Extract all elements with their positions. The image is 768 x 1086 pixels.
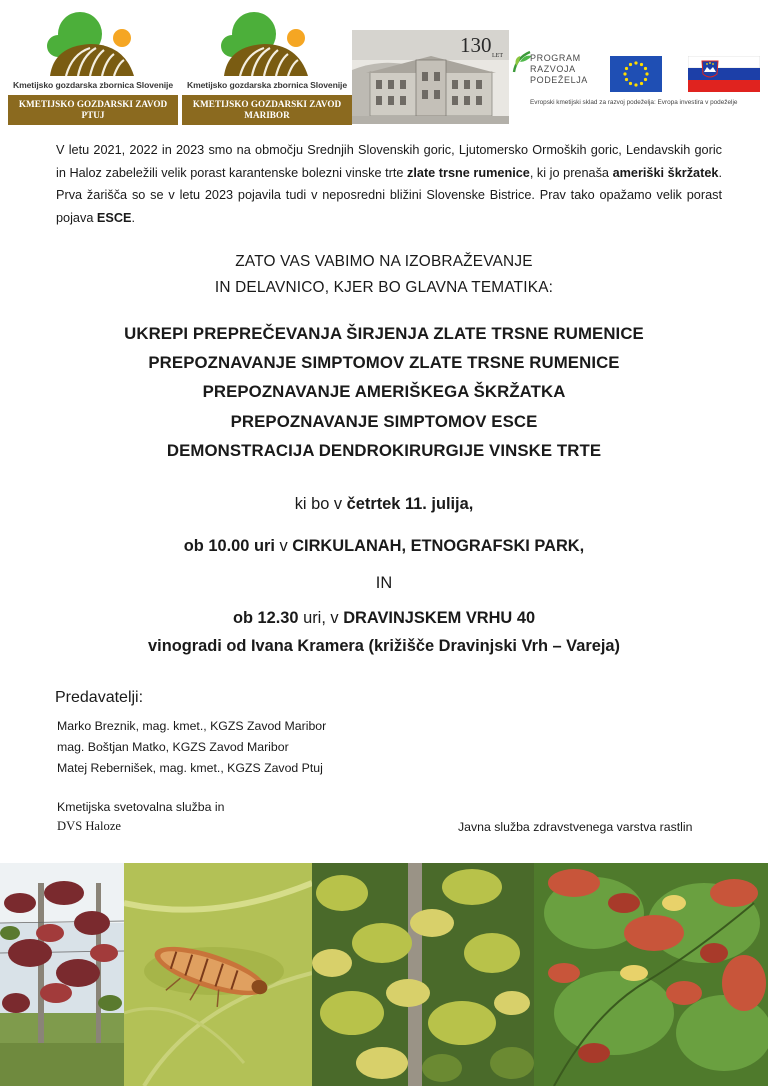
topic-item: PREPOZNAVANJE AMERIŠKEGA ŠKRŽATKA: [202, 382, 566, 402]
zavod-maribor-bar: [182, 95, 352, 125]
event-time-2-mid: uri, v: [298, 609, 344, 627]
lecturer-item: Marko Breznik, mag. kmet., KGZS Zavod Maribor: [57, 719, 327, 733]
zavod-line1: KMETIJSKO GOZDARSKI ZAVOD: [192, 99, 342, 109]
intro-text-3: . Prva žarišča so se v letu 2023 pojavila tudi v neposredni bližini Slovenske Bistrice. Prav tako opažamo velik porast pojava: [56, 165, 722, 225]
event-time-1-mid: v: [274, 537, 293, 555]
lecturer-item: Matej Rebernišek, mag. kmet., KGZS Zavod Ptuj: [57, 761, 323, 775]
kgzs-maribor-logo: [182, 8, 352, 126]
intro-bold-esca: ESCE: [96, 210, 132, 225]
intro-text-4: .: [131, 210, 136, 225]
zavod-line1: KMETIJSKO GOZDARSKI ZAVOD: [18, 99, 168, 109]
kss-organizer: [57, 798, 224, 836]
zavod-ptuj-bar: [8, 95, 178, 125]
eu-flag-icon: [610, 56, 662, 92]
zavod-line2: MARIBOR: [244, 110, 290, 120]
kgzs-logo-icon: [212, 10, 322, 80]
event-time-2: ob 12.30: [232, 609, 299, 627]
zbornica-name: Kmetijsko gozdarska zbornica Slovenije: [186, 80, 347, 90]
kgzs-logo-icon: [38, 10, 148, 80]
lecturers-list: [57, 716, 326, 779]
anniversary-number: 130: [460, 33, 492, 57]
lecturer-item: mag. Boštjan Matko, KGZS Zavod Maribor: [57, 740, 289, 754]
diseased-leaves-photo: [534, 863, 768, 1086]
intro-bold-zlata-trsna-rumenica: zlate trsne rumenice: [407, 165, 530, 180]
zavod-line2: PTUJ: [81, 110, 105, 120]
yellowing-vine-photo: [312, 863, 534, 1086]
eu-caption: Evropski kmetijski sklad za razvoj podeželja: Evropa investira v podeželje: [530, 99, 738, 106]
topic-item: DEMONSTRACIJA DENDROKIRURGIJE VINSKE TRTE: [166, 440, 602, 460]
vineyard-red-leaves-photo: [0, 863, 124, 1086]
program-razvoja-podezelja-logo: [512, 48, 604, 98]
anniversary-unit: LET: [492, 53, 503, 59]
event-location-2: [0, 609, 768, 628]
prp-line1: PROGRAM: [530, 53, 581, 63]
event-time-1: ob 10.00 uri: [183, 537, 275, 555]
event-place-1: CIRKULANAH, ETNOGRAFSKI PARK,: [292, 537, 585, 555]
leafhopper-photo: [124, 863, 312, 1086]
lecturers-title: Predavatelji:: [55, 689, 144, 706]
prp-line3: PODEŽELJA: [530, 75, 588, 85]
topics-list: [0, 319, 768, 465]
photo-strip: [0, 863, 768, 1086]
javna-sluzba: Javna služba zdravstvenega varstva rastlin: [458, 820, 693, 834]
event-location-1: [0, 537, 768, 556]
event-and: IN: [375, 574, 393, 592]
invitation-line2: IN DELAVNICO, KJER BO GLAVNA TEMATIKA:: [214, 279, 554, 296]
intro-text-2: , ki jo prenaša: [529, 165, 613, 180]
event-date: [0, 495, 768, 514]
historic-building-photo: [352, 30, 509, 124]
event-date-bold: četrtek 11. julija,: [346, 495, 474, 513]
intro-paragraph: [56, 139, 722, 229]
kgzs-ptuj-logo: [8, 8, 178, 126]
invitation: [0, 249, 768, 301]
topic-item: PREPOZNAVANJE SIMPTOMOV ZLATE TRSNE RUMENICE: [148, 353, 620, 373]
invitation-line1: ZATO VAS VABIMO NA IZOBRAŽEVANJE: [235, 253, 533, 270]
kss-line2: DVS Haloze: [57, 819, 122, 833]
intro-bold-ameriski-skrzatek: ameriški škržatek: [612, 165, 719, 180]
event-place-2: DRAVINJSKEM VRHU 40: [343, 609, 536, 627]
topic-item: PREPOZNAVANJE SIMPTOMOV ESCE: [230, 411, 538, 431]
zbornica-name: Kmetijsko gozdarska zbornica Slovenije: [12, 80, 173, 90]
program-text: [530, 53, 588, 86]
event-date-prefix: ki bo v: [294, 495, 347, 513]
slovenia-flag-icon: [688, 56, 760, 92]
intro-text-1: V letu 2021, 2022 in 2023 smo na območju Srednjih Slovenskih goric, Ljutomersko Ormoških goric, Lendavskih goric in Haloz zabeležili velik porast karantenske bolezni vinske trte: [56, 143, 722, 180]
prp-line2: RAZVOJA: [530, 64, 576, 74]
kss-line1: Kmetijska svetovalna služba in: [57, 800, 225, 814]
event-place-2-detail: vinogradi od Ivana Kramera (križišče Dravinjski Vrh – Vareja): [148, 637, 620, 655]
topic-item: UKREPI PREPREČEVANJA ŠIRJENJA ZLATE TRSNE RUMENICE: [124, 324, 644, 343]
